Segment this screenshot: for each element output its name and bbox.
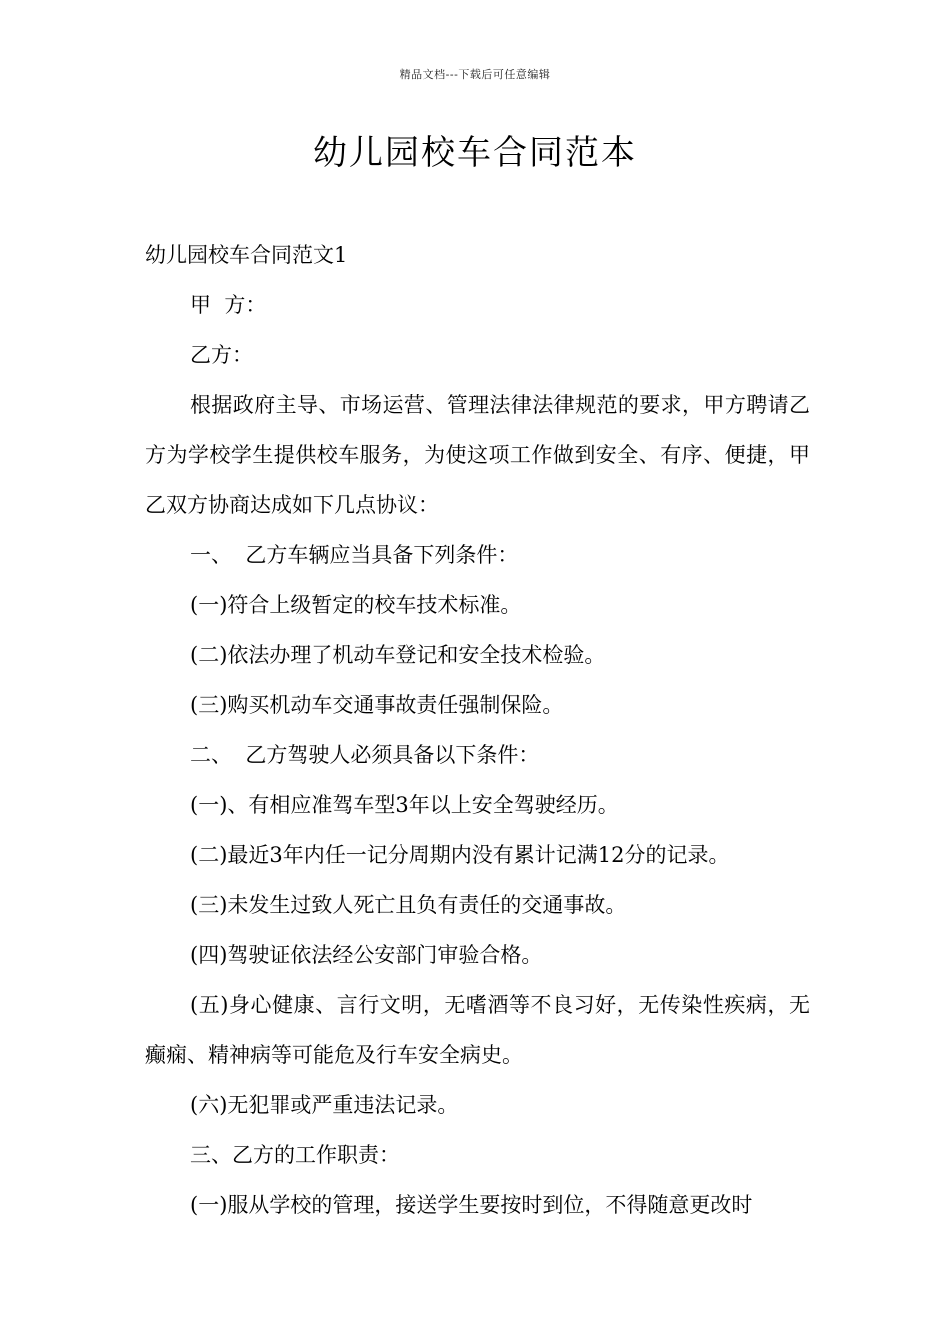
subtitle-paragraph: 幼儿园校车合同范文1 <box>145 243 348 267</box>
section-heading-2: 二、 乙方驾驶人必须具备以下条件： <box>190 743 540 767</box>
list-item: (三)未发生过致人死亡且负有责任的交通事故。 <box>190 893 627 917</box>
document-body <box>145 230 810 1230</box>
header-note: 精品文档---下载后可任意编辑 <box>399 68 551 81</box>
list-item: (二)依法办理了机动车登记和安全技术检验。 <box>190 643 606 667</box>
list-item: (五)身心健康、言行文明，无嗜酒等不良习好，无传染性疾病，无癫痫、精神病等可能危及行车安全病史。 <box>145 993 810 1067</box>
list-item: (一)服从学校的管理，接送学生要按时到位，不得随意更改时 <box>190 1193 753 1217</box>
list-item: (四)驾驶证依法经公安部门审验合格。 <box>190 943 543 967</box>
intro-paragraph: 根据政府主导、市场运营、管理法律法律规范的要求，甲方聘请乙方为学校学生提供校车服务，为使这项工作做到安全、有序、便捷，甲乙双方协商达成如下几点协议： <box>145 393 810 517</box>
party-b-line: 乙方： <box>190 343 253 367</box>
list-item: (三)购买机动车交通事故责任强制保险。 <box>190 693 564 717</box>
list-item: (六)无犯罪或严重违法记录。 <box>190 1093 459 1117</box>
document-title: 幼儿园校车合同范本 <box>313 133 637 173</box>
list-item: (二)最近3年内任一记分周期内没有累计记满12分的记录。 <box>190 843 730 867</box>
list-item: (一)、有相应准驾车型3年以上安全驾驶经历。 <box>190 793 619 817</box>
list-item: (一)符合上级暂定的校车技术标准。 <box>190 593 522 617</box>
section-heading-3: 三、乙方的工作职责： <box>190 1143 400 1167</box>
party-a-line: 甲 方： <box>190 293 267 317</box>
section-heading-1: 一、 乙方车辆应当具备下列条件： <box>190 543 519 567</box>
